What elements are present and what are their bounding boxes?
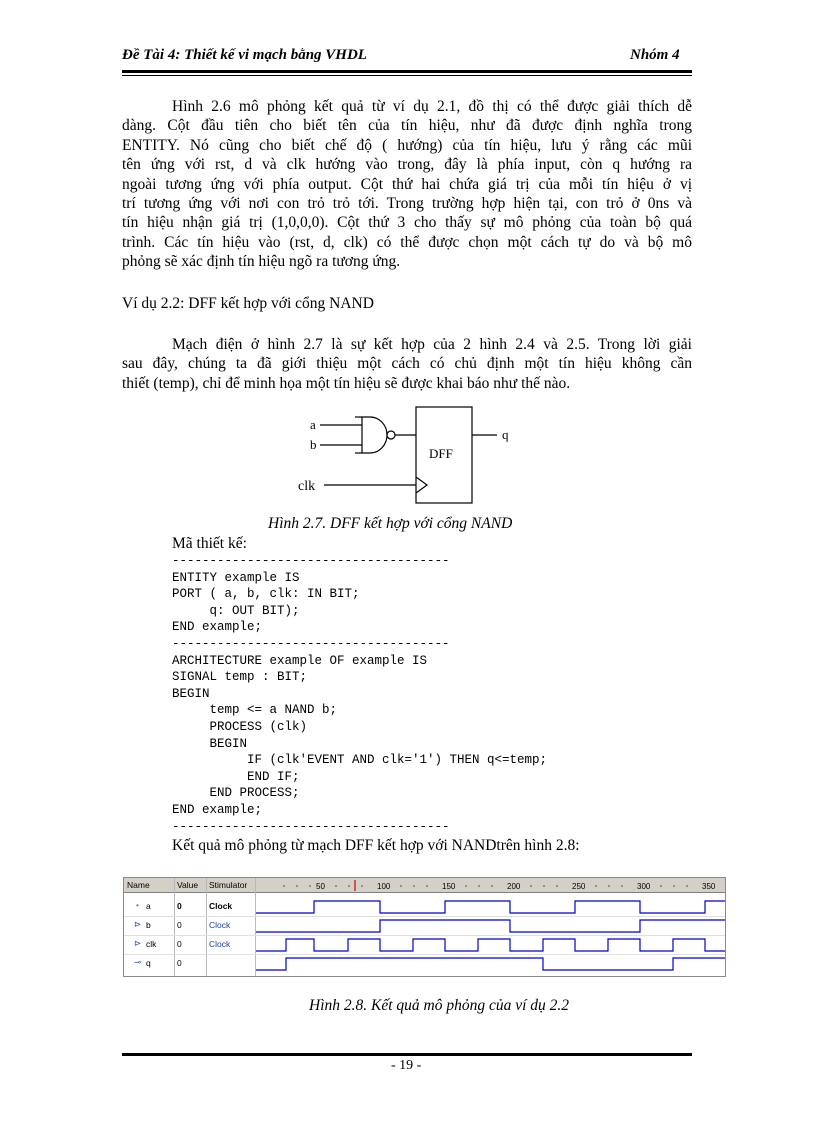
label-clk: clk xyxy=(298,479,316,494)
column-header-name[interactable]: Name xyxy=(127,880,150,890)
signal-a-stimulator[interactable]: Clock xyxy=(209,901,233,911)
result-text: Kết quả mô phỏng từ mạch DFF kết hợp với NANDtrên hình 2.8: xyxy=(172,837,580,854)
waveform-q xyxy=(256,958,725,970)
code-line: END example; xyxy=(172,802,263,817)
time-tick: 300 xyxy=(637,882,651,891)
signal-b-value: 0 xyxy=(177,920,182,930)
waveform-b xyxy=(256,920,725,932)
paragraph-line: dàng. Cột đầu tiên cho biết tên của tín hiệu, như đã được định nghĩa trong xyxy=(122,117,692,135)
signal-a-value: 0 xyxy=(177,901,182,911)
code-line: ------------------------------------- xyxy=(172,819,450,834)
paragraph-line: trí tương ứng với nơi con trỏ trỏ tới. Trong trường hợp hiện tại, con trỏ ở 0ns và xyxy=(122,195,692,213)
time-tick: 200 xyxy=(507,882,521,891)
header-group: Nhóm 4 xyxy=(630,47,680,63)
header-rule-thin xyxy=(122,75,692,76)
time-tick: 50 xyxy=(316,882,325,891)
footer-rule xyxy=(122,1053,692,1056)
label-q: q xyxy=(502,427,509,442)
signal-clk-name[interactable]: clk xyxy=(146,939,157,949)
time-tick: 150 xyxy=(442,882,456,891)
code-line: END PROCESS; xyxy=(172,786,300,801)
paragraph-line: ngoài tương ứng với phía output. Cột thứ hai chứa giá trị của mỗi tín hiệu ở vị xyxy=(122,175,692,193)
code-line: PROCESS (clk) xyxy=(172,719,308,734)
code-line: PORT ( a, b, clk: IN BIT; xyxy=(172,587,360,602)
signal-clk-value: 0 xyxy=(177,939,182,949)
header-title: Đề Tài 4: Thiết kế vi mạch bằng VHDL xyxy=(122,47,367,63)
time-tick: 350 xyxy=(702,882,716,891)
output-arrow-icon: ⊸ xyxy=(134,957,142,967)
waveform-area[interactable] xyxy=(256,878,725,976)
code-line: q: OUT BIT); xyxy=(172,603,300,618)
code-line: ------------------------------------- xyxy=(172,554,450,568)
paragraph-line: phỏng sẽ xác định tín hiệu ngõ ra tương ứng. xyxy=(122,253,401,271)
simulation-waveform-panel xyxy=(123,877,726,977)
signal-b-name[interactable]: b xyxy=(146,920,151,930)
column-header-value[interactable]: Value xyxy=(177,880,199,890)
paragraph-line: sau đây, chúng ta đã giới thiệu một cách có chủ định một tín hiệu không cần xyxy=(122,355,692,373)
dff-nand-circuit-diagram xyxy=(290,405,530,505)
label-dff: DFF xyxy=(429,446,453,461)
paragraph-circuit-intro xyxy=(122,335,692,393)
paragraph-line: Hình 2.6 mô phỏng kết quả từ ví dụ 2.1, đồ thị có thể được giải thích dễ xyxy=(172,98,692,115)
input-arrow-icon: ⊳ xyxy=(134,938,142,948)
column-header-stimulator[interactable]: Stimulator xyxy=(209,880,248,890)
waveform-clk xyxy=(256,939,725,951)
paragraph-simulation-explanation xyxy=(122,97,692,272)
paragraph-line: Mạch điện ở hình 2.7 là sự kết hợp của 2 hình 2.4 và 2.5. Trong lời giải xyxy=(172,336,692,353)
code-line: END IF; xyxy=(172,769,300,784)
paragraph-line: ENTITY. Nó cũng cho biết chế độ ( hướng) của tín hiệu, lưu ý rằng các mũi xyxy=(122,136,692,154)
code-line: ARCHITECTURE example OF example IS xyxy=(172,653,428,668)
code-line: BEGIN xyxy=(172,686,210,701)
paragraph-line: trình. Các tín hiệu vào (rst, d, clk) có thể được chọn một cách tự do và bộ mô xyxy=(122,233,692,251)
header-rule-thick xyxy=(122,70,692,73)
code-line: ENTITY example IS xyxy=(172,570,300,585)
code-line: temp <= a NAND b; xyxy=(172,703,338,718)
time-tick: 250 xyxy=(572,882,586,891)
paragraph-line: thiết (temp), chỉ để minh họa một tín hiệu sẽ được khai báo như thế nào. xyxy=(122,374,571,392)
nand-bubble xyxy=(387,431,395,439)
code-line: END example; xyxy=(172,620,263,635)
signal-q-value: 0 xyxy=(177,958,182,968)
label-a: a xyxy=(310,417,316,432)
time-tick: 100 xyxy=(377,882,391,891)
page-number: - 19 - xyxy=(391,1058,422,1073)
code-heading: Mã thiết kế: xyxy=(172,535,247,552)
vhdl-code-block xyxy=(172,553,547,835)
paragraph-line: tín hiệu nhận giá trị (1,0,0,0). Cột thứ 3 cho thấy sự mô phỏng của toàn bộ quá xyxy=(122,214,692,232)
label-b: b xyxy=(310,437,317,452)
signal-clk-stimulator[interactable]: Clock xyxy=(209,939,231,949)
input-arrow-icon: ⊳ xyxy=(134,919,142,929)
code-line: SIGNAL temp : BIT; xyxy=(172,670,308,685)
signal-b-stimulator[interactable]: Clock xyxy=(209,920,231,930)
signal-a-icon: • xyxy=(136,900,139,910)
signal-a-name[interactable]: a xyxy=(146,901,151,911)
paragraph-line: tên ứng với rst, d và clk hướng vào trong, đây là phía input, còn q hướng ra xyxy=(122,156,692,174)
code-line: ------------------------------------- xyxy=(172,636,450,651)
figure-2-7-caption: Hình 2.7. DFF kết hợp với cổng NAND xyxy=(268,515,513,532)
figure-2-8-caption: Hình 2.8. Kết quả mô phỏng của ví dụ 2.2 xyxy=(309,997,570,1014)
nand-gate xyxy=(362,417,387,453)
code-line: BEGIN xyxy=(172,736,248,751)
waveform-a xyxy=(256,901,725,913)
signal-q-name[interactable]: q xyxy=(146,958,151,968)
example-heading: Ví dụ 2.2: DFF kết hợp với cổng NAND xyxy=(122,295,374,312)
code-line: IF (clk'EVENT AND clk='1') THEN q<=temp; xyxy=(172,753,548,768)
